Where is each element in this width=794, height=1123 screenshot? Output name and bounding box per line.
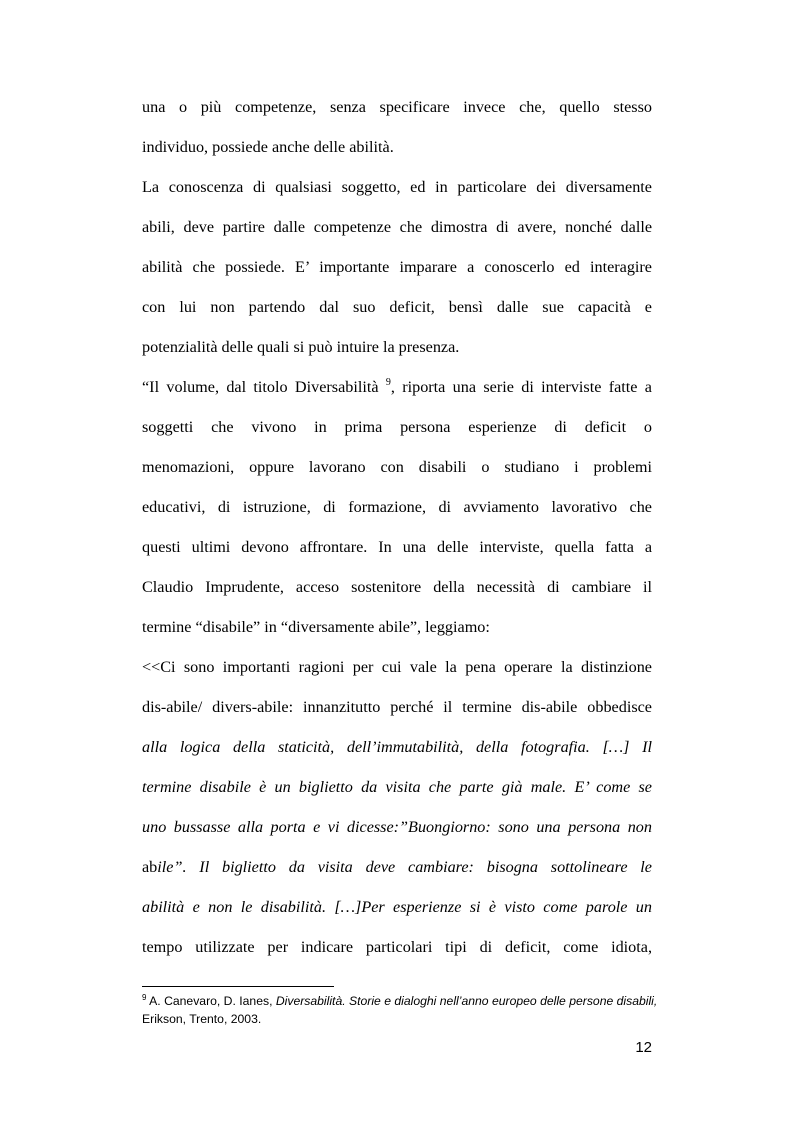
body-text-line: Claudio Imprudente, acceso sostenitore della necessità di cambiare il: [142, 578, 652, 596]
quote-line: tempo utilizzate per indicare particolari tipi di deficit, come idiota,: [142, 938, 652, 956]
quote-line-italic: alla logica della staticità, dell’immutabilità, della fotografia. […] Il: [142, 738, 652, 756]
footnote-line-2: Erikson, Trento, 2003.: [142, 1012, 262, 1026]
page-number: 12: [635, 1039, 652, 1056]
body-text-line: educativi, di istruzione, di formazione, di avviamento lavorativo che: [142, 498, 652, 516]
body-text-line: potenzialità delle quali si può intuire la presenza.: [142, 338, 460, 356]
quote-line: [142, 856, 652, 878]
footnote-separator: [142, 986, 334, 987]
body-text-line: individuo, possiede anche delle abilità.: [142, 138, 394, 156]
footnote-title: Diversabilità. Storie e dialoghi nell’anno europeo delle persone disabili,: [275, 994, 658, 1008]
text-fragment: , riporta una serie di interviste fatte a: [390, 378, 652, 396]
body-text-line: soggetti che vivono in prima persona esperienze di deficit o: [142, 418, 652, 436]
quote-line-italic: abilità e non le disabilità. […]Per esperienze si è visto come parole un: [142, 898, 652, 916]
body-text-line: con lui non partendo dal suo deficit, bensì dalle sue capacità e: [142, 298, 652, 316]
quote-line-italic: termine disabile è un biglietto da visita che parte già male. E’ come se: [142, 778, 652, 796]
footnote: [142, 992, 657, 1010]
text-fragment: “Il volume, dal titolo Diversabilità: [142, 378, 386, 396]
body-text-line: una o più competenze, senza specificare invece che, quello stesso: [142, 98, 652, 116]
footnote-text: A. Canevaro, D. Ianes,: [146, 994, 276, 1008]
footnote-reference: 9: [385, 377, 391, 388]
text-fragment-italic: ile”. Il biglietto da visita deve cambiare: bisogna sottolineare le: [157, 858, 652, 876]
footnote-number: 9: [142, 993, 147, 1002]
body-text-line: termine “disabile” in “diversamente abile”, leggiamo:: [142, 618, 490, 636]
quote-line: dis-abile/ divers-abile: innanzitutto perché il termine dis-abile obbedisce: [142, 698, 652, 716]
body-text-line: [142, 376, 652, 398]
text-fragment: ab: [142, 858, 158, 876]
body-text-line: menomazioni, oppure lavorano con disabili o studiano i problemi: [142, 458, 652, 476]
body-text-line: abili, deve partire dalle competenze che dimostra di avere, nonché dalle: [142, 218, 652, 236]
quote-line: <<Ci sono importanti ragioni per cui vale la pena operare la distinzione: [142, 658, 652, 676]
body-text-line: abilità che possiede. E’ importante imparare a conoscerlo ed interagire: [142, 258, 652, 276]
quote-line-italic: uno bussasse alla porta e vi dicesse:”Buongiorno: sono una persona non: [142, 818, 652, 836]
body-text-line: questi ultimi devono affrontare. In una delle interviste, quella fatta a: [142, 538, 652, 556]
body-text-line: La conoscenza di qualsiasi soggetto, ed in particolare dei diversamente: [142, 178, 652, 196]
